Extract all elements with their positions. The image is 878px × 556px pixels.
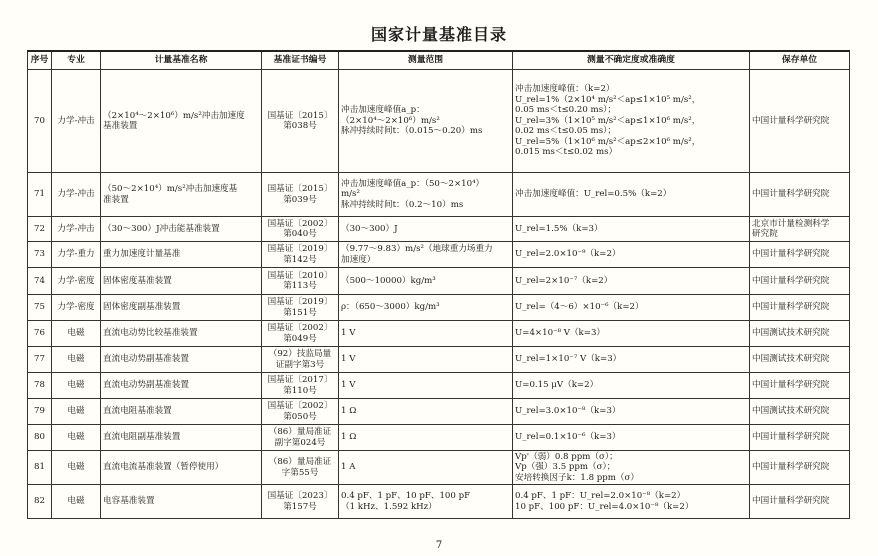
cell-unit bbox=[750, 242, 850, 268]
cell-line: 国基证〔2023〕 bbox=[267, 491, 333, 502]
cell-name bbox=[101, 173, 262, 217]
cell-line: （2×10⁴～2×10⁶）m/s²冲击加速度 bbox=[103, 110, 245, 121]
cell-line: U_rel=3.0×10⁻⁸（k=3） bbox=[515, 406, 621, 417]
header-uncertainty: 测量不确定度或准确度 bbox=[513, 51, 750, 70]
cell-line: 中国计量科学研究院 bbox=[752, 115, 830, 126]
cell-uncertainty bbox=[513, 321, 750, 347]
cell-line: （50～2×10⁴）m/s²冲击加速度基 bbox=[103, 184, 238, 195]
cell-cert bbox=[262, 70, 339, 173]
cell-name bbox=[101, 217, 262, 242]
cell-line: （2×10⁴～2×10⁶）m/s² bbox=[341, 115, 440, 126]
cell-cert bbox=[262, 485, 339, 519]
cell-no: 76 bbox=[28, 321, 52, 347]
cell-line: U_rel=1×10⁻⁷ V（k=3） bbox=[515, 354, 622, 365]
table-row bbox=[28, 173, 850, 217]
cell-line: 国基证〔2017〕 bbox=[267, 375, 333, 386]
cell-line: 第142号 bbox=[283, 254, 317, 265]
cell-no: 81 bbox=[28, 451, 52, 485]
cell-no: 73 bbox=[28, 242, 52, 268]
cell-range bbox=[339, 173, 513, 217]
cell-line: U_rel=2.0×10⁻⁹（k=2） bbox=[515, 249, 621, 260]
table-row bbox=[28, 347, 850, 373]
cell-no: 80 bbox=[28, 425, 52, 451]
cell-unit bbox=[750, 268, 850, 295]
cell-no: 74 bbox=[28, 268, 52, 295]
cell-name bbox=[101, 373, 262, 399]
cell-cert bbox=[262, 373, 339, 399]
cell-field: 力学-重力 bbox=[52, 242, 101, 268]
cell-field: 电磁 bbox=[52, 425, 101, 451]
cell-line: 10 pF、100 pF：U_rel=4.0×10⁻⁸（k=2） bbox=[515, 501, 694, 512]
cell-line: 中国计量科学研究院 bbox=[752, 432, 830, 443]
cell-range bbox=[339, 399, 513, 425]
cell-cert bbox=[262, 242, 339, 268]
cell-no: 75 bbox=[28, 295, 52, 321]
cell-field: 力学-密度 bbox=[52, 268, 101, 295]
cell-field: 力学-冲击 bbox=[52, 217, 101, 242]
cell-cert bbox=[262, 425, 339, 451]
cell-line: 中国计量科学研究院 bbox=[752, 462, 830, 473]
cell-line: （86）量局准证 bbox=[268, 427, 332, 438]
cell-uncertainty bbox=[513, 268, 750, 295]
cell-line: 准装置 bbox=[103, 194, 129, 205]
cell-name bbox=[101, 425, 262, 451]
cell-line: 副字第024号 bbox=[274, 437, 326, 448]
cell-no: 70 bbox=[28, 70, 52, 173]
cell-line: 电容基准装置 bbox=[103, 496, 155, 507]
cell-range bbox=[339, 268, 513, 295]
cell-line: U=4×10⁻⁸ V（k=3） bbox=[515, 328, 606, 339]
cell-uncertainty bbox=[513, 173, 750, 217]
cell-line: 直流电动势副基准装置 bbox=[103, 354, 189, 365]
cell-line: 直流电动势比较基准装置 bbox=[103, 328, 198, 339]
cell-line: Vp'（弱）0.8 ppm（σ）； bbox=[515, 451, 618, 462]
cell-line: U_rel=1.5%（k=3） bbox=[515, 223, 603, 234]
cell-line: U_rel=5%（1×10⁶ m/s²＜ap≤2×10⁶ m/s²， bbox=[515, 136, 701, 147]
cell-line: 1 V bbox=[341, 354, 356, 365]
table-row bbox=[28, 321, 850, 347]
cell-line: U=0.15 μV（k=2） bbox=[515, 380, 599, 391]
cell-line: 国基证〔2010〕 bbox=[267, 270, 333, 281]
table-row bbox=[28, 295, 850, 321]
header-range: 测量范围 bbox=[339, 51, 513, 70]
cell-line: 冲击加速度峰值：U_rel=0.5%（k=2） bbox=[515, 189, 672, 200]
cell-line: 冲击加速度峰值：（k=2） bbox=[515, 84, 615, 95]
cell-line: （92）技监局量 bbox=[268, 349, 332, 360]
cell-range bbox=[339, 242, 513, 268]
cell-line: 加速度） bbox=[341, 254, 376, 265]
cell-line: U_rel=（4～6）×10⁻⁶（k=2） bbox=[515, 302, 644, 313]
cell-cert bbox=[262, 347, 339, 373]
cell-line: 字第55号 bbox=[281, 467, 319, 478]
cell-field: 电磁 bbox=[52, 321, 101, 347]
cell-range bbox=[339, 217, 513, 242]
cell-field: 力学-密度 bbox=[52, 295, 101, 321]
cell-no: 79 bbox=[28, 399, 52, 425]
cell-unit bbox=[750, 321, 850, 347]
cell-name bbox=[101, 70, 262, 173]
cell-name bbox=[101, 399, 262, 425]
cell-unit bbox=[750, 399, 850, 425]
cell-unit bbox=[750, 347, 850, 373]
cell-uncertainty bbox=[513, 425, 750, 451]
cell-line: （500～10000）kg/m³ bbox=[341, 275, 436, 286]
cell-uncertainty bbox=[513, 373, 750, 399]
cell-line: 0.015 ms＜t≤0.02 ms） bbox=[515, 147, 618, 158]
table-row bbox=[28, 217, 850, 242]
cell-name bbox=[101, 268, 262, 295]
cell-uncertainty bbox=[513, 295, 750, 321]
cell-line: 1 V bbox=[341, 328, 356, 339]
cell-uncertainty bbox=[513, 399, 750, 425]
cell-cert bbox=[262, 399, 339, 425]
cell-unit bbox=[750, 425, 850, 451]
cell-line: U_rel=0.1×10⁻⁶（k=3） bbox=[515, 432, 621, 443]
header-name: 计量基准名称 bbox=[101, 51, 262, 70]
cell-line: 冲击加速度峰值a_p：（50～2×10⁴） bbox=[341, 178, 485, 189]
cell-line: 0.4 pF、1 pF：U_rel=2.0×10⁻⁸（k=2） bbox=[515, 491, 686, 502]
cell-line: 中国计量科学研究院 bbox=[752, 189, 830, 200]
header-cert: 基准证书编号 bbox=[262, 51, 339, 70]
cell-field: 电磁 bbox=[52, 485, 101, 519]
table-header-row bbox=[28, 51, 850, 70]
cell-name bbox=[101, 451, 262, 485]
cell-line: 第038号 bbox=[283, 121, 317, 131]
cell-field: 电磁 bbox=[52, 347, 101, 373]
table-row bbox=[28, 485, 850, 519]
cell-name bbox=[101, 347, 262, 373]
cell-name bbox=[101, 321, 262, 347]
cell-unit bbox=[750, 373, 850, 399]
cell-cert bbox=[262, 217, 339, 242]
cell-cert bbox=[262, 321, 339, 347]
header-field: 专业 bbox=[52, 51, 101, 70]
cell-line: 直流电流基准装置（暂停使用） bbox=[103, 462, 224, 473]
cell-line: 1 Ω bbox=[341, 432, 357, 443]
cell-line: 第040号 bbox=[283, 229, 317, 239]
cell-unit bbox=[750, 295, 850, 321]
table-row bbox=[28, 373, 850, 399]
cell-line: 重力加速度计量基准 bbox=[103, 249, 181, 260]
table-row bbox=[28, 242, 850, 268]
table-row bbox=[28, 451, 850, 485]
cell-line: 中国测试技术研究院 bbox=[752, 354, 830, 365]
cell-uncertainty bbox=[513, 485, 750, 519]
cell-line: 第110号 bbox=[283, 385, 317, 396]
cell-no: 77 bbox=[28, 347, 52, 373]
cell-line: 第151号 bbox=[283, 307, 317, 318]
cell-line: 国基证〔2019〕 bbox=[267, 297, 333, 308]
cell-line: 中国测试技术研究院 bbox=[752, 406, 830, 417]
cell-unit bbox=[750, 217, 850, 242]
cell-line: 直流电阻基准装置 bbox=[103, 406, 172, 417]
cell-line: 北京市计量检测科学 bbox=[752, 218, 830, 229]
cell-line: 国基证〔2015〕 bbox=[267, 110, 333, 121]
cell-line: 第050号 bbox=[283, 411, 317, 422]
cell-no: 78 bbox=[28, 373, 52, 399]
cell-cert bbox=[262, 268, 339, 295]
cell-cert bbox=[262, 173, 339, 217]
cell-line: 国基证〔2019〕 bbox=[267, 244, 333, 255]
cell-line: 基准装置 bbox=[103, 121, 138, 131]
cell-range bbox=[339, 347, 513, 373]
header-no: 序号 bbox=[28, 51, 52, 70]
table-row bbox=[28, 425, 850, 451]
cell-line: （30～300）J bbox=[341, 223, 398, 234]
cell-name bbox=[101, 485, 262, 519]
cell-line: 中国计量科学研究院 bbox=[752, 249, 830, 260]
cell-line: 0.05 ms＜t≤0.20 ms）； bbox=[515, 105, 616, 116]
cell-line: 安培转换因子k：1.8 ppm（σ） bbox=[515, 472, 639, 483]
cell-line: （30～300）J冲击能基准装置 bbox=[103, 223, 220, 234]
cell-line: 国基证〔2002〕 bbox=[267, 218, 333, 229]
cell-range bbox=[339, 451, 513, 485]
cell-line: ρ：（650～3000）kg/m³ bbox=[341, 302, 440, 313]
cell-line: 中国计量科学研究院 bbox=[752, 380, 830, 391]
table-row bbox=[28, 268, 850, 295]
cell-line: U_rel=1%（2×10⁴ m/s²＜ap≤1×10⁵ m/s²， bbox=[515, 94, 701, 105]
cell-line: 固体密度副基准装置 bbox=[103, 302, 181, 313]
cell-uncertainty bbox=[513, 70, 750, 173]
cell-range bbox=[339, 425, 513, 451]
header-unit: 保存单位 bbox=[750, 51, 850, 70]
cell-field: 力学-冲击 bbox=[52, 70, 101, 173]
cell-uncertainty bbox=[513, 217, 750, 242]
cell-line: 1 V bbox=[341, 380, 356, 391]
cell-unit bbox=[750, 70, 850, 173]
cell-line: 1 A bbox=[341, 462, 356, 473]
cell-line: 固体密度基准装置 bbox=[103, 275, 172, 286]
cell-line: （86）量局准证 bbox=[268, 457, 332, 468]
cell-line: 冲击加速度峰值a_p： bbox=[341, 105, 425, 116]
cell-line: 脉冲持续时间t：（0.2～10）ms bbox=[341, 199, 464, 210]
cell-range bbox=[339, 70, 513, 173]
cell-line: 直流电动势副基准装置 bbox=[103, 380, 189, 391]
cell-uncertainty bbox=[513, 347, 750, 373]
cell-range bbox=[339, 321, 513, 347]
cell-cert bbox=[262, 451, 339, 485]
cell-name bbox=[101, 295, 262, 321]
cell-line: 证副字第3号 bbox=[275, 359, 325, 370]
cell-line: 1 Ω bbox=[341, 406, 357, 417]
cell-line: U_rel=3%（1×10⁵ m/s²＜ap≤1×10⁶ m/s²， bbox=[515, 115, 701, 126]
cell-line: m/s² bbox=[341, 189, 360, 200]
cell-name bbox=[101, 242, 262, 268]
cell-no: 72 bbox=[28, 217, 52, 242]
cell-range bbox=[339, 373, 513, 399]
cell-line: 研究院 bbox=[752, 229, 778, 239]
cell-field: 电磁 bbox=[52, 399, 101, 425]
cell-line: 脉冲持续时间t：（0.015～0.20）ms bbox=[341, 126, 483, 137]
cell-line: 中国计量科学研究院 bbox=[752, 496, 830, 507]
cell-line: 第113号 bbox=[283, 281, 317, 291]
cell-line: 国基证〔2002〕 bbox=[267, 323, 333, 334]
cell-range bbox=[339, 485, 513, 519]
cell-line: U_rel=2×10⁻⁷（k=2） bbox=[515, 275, 613, 286]
cell-cert bbox=[262, 295, 339, 321]
cell-field: 电磁 bbox=[52, 373, 101, 399]
cell-line: Vp（强）3.5 ppm（σ）； bbox=[515, 462, 616, 473]
cell-line: 国基证〔2015〕 bbox=[267, 184, 333, 195]
cell-line: （9.77～9.83）m/s²（地球重力场重力 bbox=[341, 244, 493, 255]
cell-line: 0.4 pF、1 pF、10 pF、100 pF bbox=[341, 491, 471, 502]
cell-line: 0.02 ms＜t≤0.05 ms）； bbox=[515, 126, 616, 137]
cell-field: 力学-冲击 bbox=[52, 173, 101, 217]
cell-uncertainty bbox=[513, 242, 750, 268]
cell-line: 国基证〔2002〕 bbox=[267, 401, 333, 412]
cell-line: 第039号 bbox=[283, 194, 317, 205]
table-row bbox=[28, 70, 850, 173]
table-row bbox=[28, 399, 850, 425]
cell-line: 第157号 bbox=[283, 501, 317, 512]
cell-range bbox=[339, 295, 513, 321]
cell-unit bbox=[750, 451, 850, 485]
cell-line: 中国计量科学研究院 bbox=[752, 275, 830, 286]
cell-line: 第049号 bbox=[283, 333, 317, 344]
page-number: 7 bbox=[435, 540, 443, 551]
cell-no: 71 bbox=[28, 173, 52, 217]
cell-uncertainty bbox=[513, 451, 750, 485]
cell-no: 82 bbox=[28, 485, 52, 519]
cell-line: 中国测试技术研究院 bbox=[752, 328, 830, 339]
catalog-table bbox=[27, 50, 850, 519]
cell-line: （1 kHz、1.592 kHz） bbox=[341, 501, 437, 512]
cell-line: 中国计量科学研究院 bbox=[752, 302, 830, 313]
cell-line: 直流电阻副基准装置 bbox=[103, 432, 181, 443]
cell-field: 电磁 bbox=[52, 451, 101, 485]
cell-unit bbox=[750, 485, 850, 519]
cell-unit bbox=[750, 173, 850, 217]
page-title: 国家计量基准目录 bbox=[370, 25, 507, 44]
